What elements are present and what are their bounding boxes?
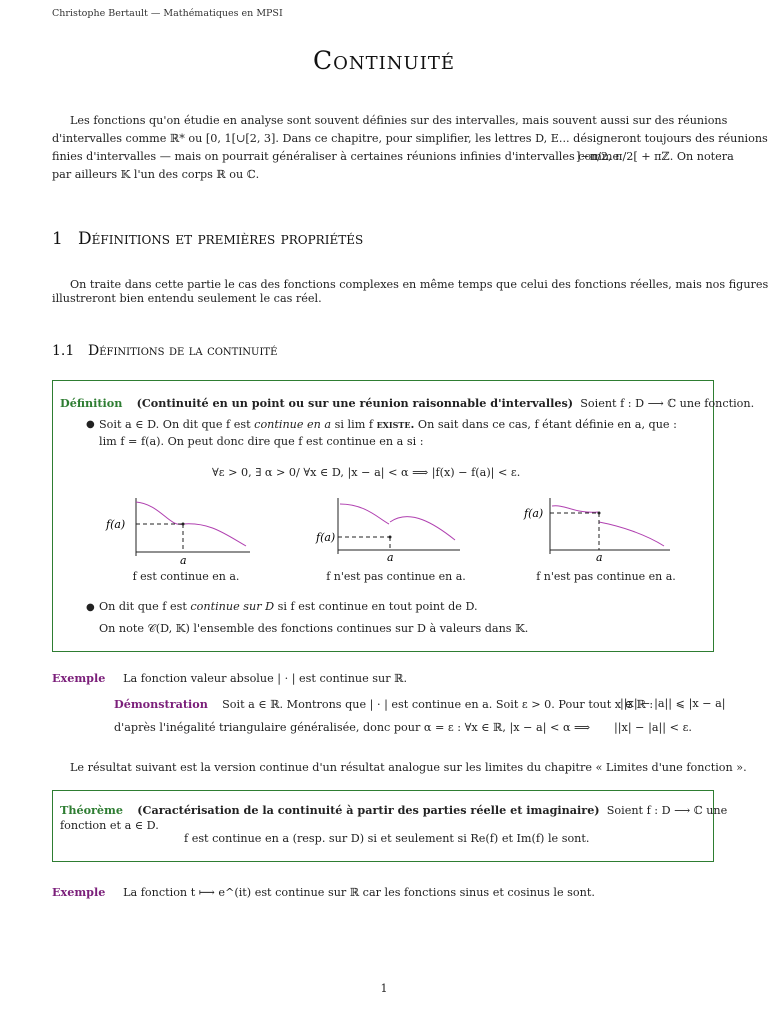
theorem-line-2: fonction et a ∈ D. (60, 819, 159, 832)
intro-line-3: finies d'intervalles — mais on pourrait généraliser à certaines réunions infinies d'intervalles comme (52, 150, 620, 163)
section-number: 1 (52, 229, 63, 249)
running-head: Christophe Bertault — Mathématiques en MPSI (52, 8, 283, 19)
demonstration-line-2: d'après l'inégalité triangulaire généralisée, donc pour α = ε : ∀x ∈ ℝ, |x − a| < α ⟹ (114, 721, 591, 734)
section-1-intro-line-1: On traite dans cette partie le cas des fonctions complexes en même temps que celui des fonctions réelles, mais nos figures (70, 278, 768, 291)
theorem-statement: f est continue en a (resp. sur D) si et seulement si Re(f) et Im(f) le sont. (184, 832, 590, 845)
definition-bullet-2-line-2: On note 𝒞(D, 𝕂) l'ensemble des fonctions continues sur D à valeurs dans 𝕂. (99, 622, 529, 635)
demonstration-label: Démonstration (114, 697, 208, 711)
point (389, 536, 392, 539)
subsection-1-1-heading (52, 343, 277, 359)
curve-left (340, 504, 389, 524)
fig1-ylabel: f(a) (106, 518, 126, 531)
curve-left (552, 506, 598, 513)
intro-line-3-math: ]−π/2, π/2[ + πℤ. On notera (576, 150, 734, 163)
theorem-label: Théorème (60, 803, 124, 817)
curve-right (599, 522, 664, 546)
example-text: La fonction t ⟼ e^(it) est continue sur ℝ car les fonctions sinus et cosinus le sont. (123, 886, 595, 899)
example-label: Exemple (52, 671, 106, 685)
demonstration-math-2: ||x| − |a|| < ε. (614, 721, 692, 734)
figure-discontinuous-1 (310, 494, 470, 566)
bullet-icon: ● (86, 602, 95, 613)
intro-line-1: Les fonctions qu'on étudie en analyse sont souvent définies sur des intervalles, mais souvent aussi sur des réunions (70, 114, 728, 127)
theorem-heading: (Caractérisation de la continuité à partir des parties réelle et imaginaire) (137, 803, 600, 817)
page-number: 1 (380, 982, 388, 995)
b2-text-b: continue sur D (190, 600, 275, 613)
section-1-heading (52, 229, 363, 249)
b1-text-a: Soit a ∈ D. On dit que f est (99, 418, 251, 431)
example-2 (52, 885, 595, 899)
b1-text-c: si lim f (334, 418, 373, 431)
figure-caption-3: f n'est pas continue en a. (536, 570, 676, 583)
theorem-heading-tail: Soient f : D ⟶ ℂ une (606, 804, 728, 817)
b1-text-d: existe. (376, 417, 415, 431)
definition-label: Définition (60, 396, 123, 410)
figure-caption-2: f n'est pas continue en a. (326, 570, 466, 583)
b2-text-c: si f est continue en tout point de D. (277, 600, 478, 613)
bullet-icon: ● (86, 419, 95, 430)
b2-text-a: On dit que f est (99, 600, 187, 613)
demonstration-line-1 (114, 697, 653, 711)
b1-text-b: continue en a (254, 418, 332, 431)
definition-bullet-1-line-1 (99, 417, 677, 431)
fig3-xlabel: a (596, 551, 603, 564)
point (182, 523, 185, 526)
fig2-ylabel: f(a) (316, 531, 336, 544)
subsection-title: Définitions de la continuité (88, 343, 278, 359)
definition-bullet-1-line-2: lim f = f(a). On peut donc dire que f est continue en a si : (99, 435, 424, 448)
section-1-intro-line-2: illustreront bien entendu seulement le cas réel. (52, 292, 322, 305)
curve-right (390, 517, 455, 540)
example-label: Exemple (52, 885, 106, 899)
b1-text-e: On sait dans ce cas, f étant définie en a, que : (417, 418, 677, 431)
example-text: La fonction valeur absolue | · | est continue sur ℝ. (123, 672, 408, 685)
fig1-xlabel: a (180, 554, 187, 566)
intro-line-4: par ailleurs 𝕂 l'un des corps ℝ ou ℂ. (52, 168, 260, 181)
demonstration-math-1: ||x| − |a|| ⩽ |x − a| (620, 697, 726, 710)
theorem-header (60, 803, 727, 817)
definition-bullet-2-line-1 (99, 600, 478, 613)
definition-heading-tail: Soient f : D ⟶ ℂ une fonction. (580, 397, 755, 410)
section-title: Définitions et premières propriétés (78, 229, 364, 249)
chapter-title: Continuité (313, 46, 455, 75)
intro-line-2: d'intervalles comme ℝ* ou [0, 1[∪[2, 3]. Dans ce chapitre, pour simplifier, les lettres D, E... désigneront toujours des réunions (52, 132, 768, 145)
definition-heading: (Continuité en un point ou sur une réunion raisonnable d'intervalles) (136, 396, 574, 410)
demonstration-text-1: Soit a ∈ ℝ. Montrons que | · | est continue en a. Soit ε > 0. Pour tout x ∈ ℝ : (222, 698, 654, 711)
figure-discontinuous-2 (520, 494, 680, 566)
fig2-xlabel: a (387, 551, 394, 564)
definition-header (60, 396, 754, 410)
example-1 (52, 671, 407, 685)
figure-caption-1: f est continue en a. (132, 570, 240, 583)
continuity-formula: ∀ε > 0, ∃ α > 0/ ∀x ∈ D, |x − a| < α ⟹ |f(x) − f(a)| < ε. (212, 466, 521, 479)
subsection-number: 1.1 (52, 343, 75, 359)
transition-text: Le résultat suivant est la version continue d'un résultat analogue sur les limites du chapitre « Limites d'une fonction ». (70, 761, 747, 774)
figure-continuous (100, 494, 260, 566)
fig3-ylabel: f(a) (524, 507, 544, 520)
point (598, 512, 601, 515)
